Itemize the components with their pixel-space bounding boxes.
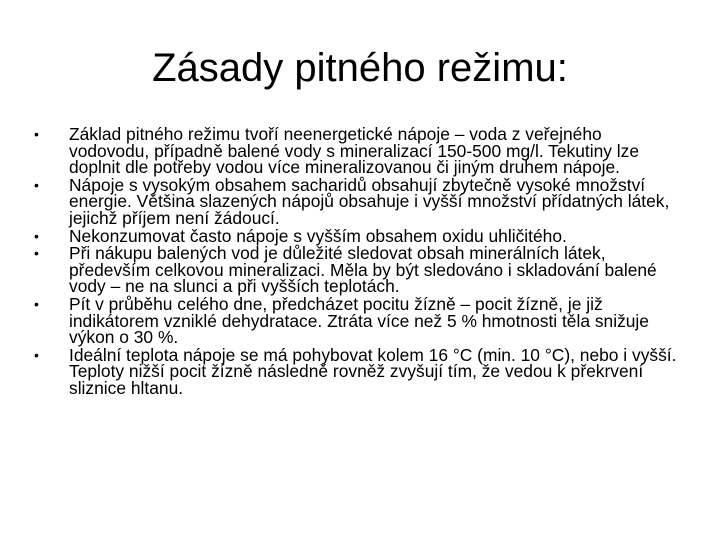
bullet-text: Nekonzumovat často nápoje s vyšším obsahem oxidu uhličitého. [69,225,567,246]
bullet-item [34,344,684,398]
bullet-point-icon: • [34,227,39,244]
bullet-point-icon: • [34,245,39,262]
bullet-item [34,126,684,176]
bullet-text: Pít v průběhu celého dne, předcházet pocitu žízně – pocit žízně, je již indikátorem vzniklé dehydratace. Ztráta více než 5 % hmotnosti těla snižuje výkon o 30 %. [69,293,649,348]
bullet-item [34,225,684,246]
bullet-item [34,293,684,348]
bullet-text: Nápoje s vysokým obsahem sacharidů obsahují zbytečně vysoké množství energie. Většina slazených nápojů obsahuje i vyšší množství přídatných látek, jejichž příjem není žádoucí. [69,174,670,228]
bullet-text: Ideální teplota nápoje se má pohybovat kolem 16 °C (min. 10 °C), nebo i vyšší. Teploty nižší pocit žízně následně rovněž zvyšují tím, že vedou k překrvení sliznice hltanu. [69,344,677,398]
bullet-text: Základ pitného režimu tvoří neenergetické nápoje – voda z veřejného vodovodu, případně balené vody s mineralizací 150-500 mg/l. Tekutiny lze doplnit dle potřeby vodou více mineralizovanou či jiným druhem nápoje. [69,124,640,178]
bullet-point-icon: • [34,346,39,363]
bullet-point-icon: • [34,295,39,312]
bullet-point-icon: • [34,126,39,142]
bullet-item [34,174,684,228]
bullet-list [34,126,684,398]
bullet-point-icon: • [34,176,39,193]
bullet-item [34,245,684,295]
bullet-text: Při nákupu balených vod je důležité sledovat obsah minerálních látek, především celkovou mineralizaci. Měla by být sledováno i skladování balené vody – ne na slunci a při vyšších teplotách. [69,243,657,297]
slide-title: Zásady pitného režimu: [152,46,568,90]
